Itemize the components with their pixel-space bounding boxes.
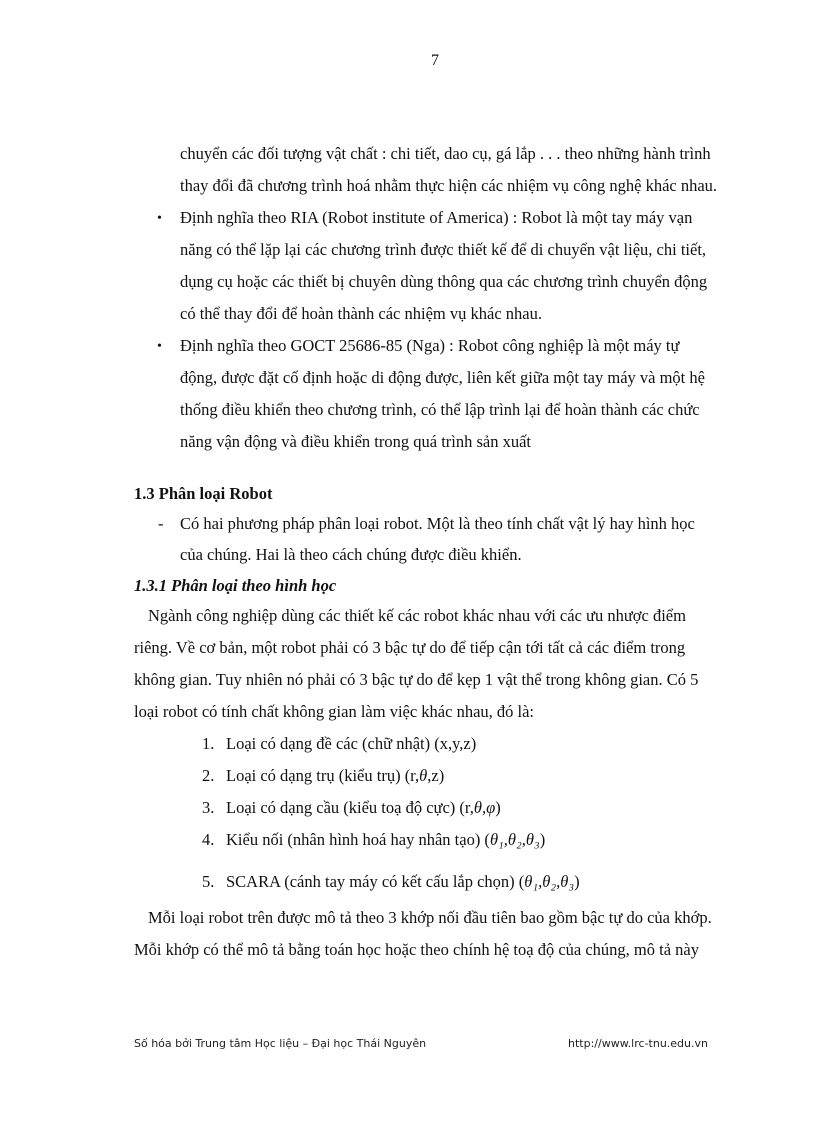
- text-line: Ngành công nghiệp dùng các thiết kế các robot khác nhau với các ưu nhược điểm: [148, 606, 686, 625]
- bullet-marker: •: [157, 211, 162, 226]
- section-heading: 1.3 Phân loại Robot: [134, 484, 273, 503]
- text-line: Định nghĩa theo GOCT 25686-85 (Nga) : Robot công nghiệp là một máy tự: [180, 336, 680, 355]
- list-item-text: Loại có dạng cầu (kiểu toạ độ cực) (r,: [226, 798, 474, 817]
- math-expression: θ₁,θ₂,θ₃: [524, 872, 575, 891]
- list-item-tail: ): [539, 830, 546, 849]
- dash-marker: -: [158, 514, 164, 533]
- text-line: không gian. Tuy nhiên nó phải có 3 bậc tự do để kẹp 1 vật thể trong không gian. Có 5: [134, 670, 699, 689]
- math-expression: θ₁,θ₂,θ₃: [489, 830, 540, 849]
- list-item-text: Loại có dạng trụ (kiểu trụ) (r,: [226, 766, 420, 785]
- text-line: dụng cụ hoặc các thiết bị chuyên dùng thông qua các chương trình chuyển động: [180, 272, 708, 291]
- footer-left: Số hóa bởi Trung tâm Học liệu – Đại học Thái Nguyên: [134, 1037, 427, 1050]
- text-line: năng có thể lặp lại các chương trình được thiết kế để di chuyển vật liệu, chi tiết,: [180, 240, 707, 259]
- text-line: động, được đặt cố định hoặc di động được, liên kết giữa một tay máy và một hệ: [180, 368, 705, 387]
- list-item: [226, 872, 580, 892]
- list-item-text: Kiểu nối (nhân hình hoá hay nhân tạo) (: [226, 830, 490, 849]
- list-item-tail: ): [574, 872, 580, 891]
- math-expression: θ: [419, 766, 428, 785]
- text-line: loại robot có tính chất không gian làm việc khác nhau, đó là:: [134, 702, 535, 721]
- list-item-tail: ,z): [427, 766, 445, 785]
- text-line: Mỗi khớp có thể mô tả bằng toán học hoặc theo chính hệ toạ độ của chúng, mô tả này: [134, 940, 699, 959]
- text-line: của chúng. Hai là theo cách chúng được điều khiển.: [180, 545, 522, 564]
- footer-url: http://www.lrc-tnu.edu.vn: [568, 1037, 708, 1050]
- text-line: chuyển các đối tượng vật chất : chi tiết, dao cụ, gá lắp . . . theo những hành trình: [180, 144, 711, 163]
- page-number: 7: [431, 52, 439, 69]
- text-line: năng vận động và điều khiển trong quá trình sản xuất: [180, 432, 532, 451]
- list-item: [226, 798, 501, 818]
- list-number: 5.: [202, 872, 215, 891]
- list-number: 1.: [202, 734, 215, 753]
- list-item: [226, 830, 545, 850]
- text-line: Có hai phương pháp phân loại robot. Một là theo tính chất vật lý hay hình học: [180, 514, 695, 533]
- text-line: thống điều khiển theo chương trình, có thể lập trình lại để hoàn thành các chức: [180, 400, 700, 419]
- list-item-text: SCARA (cánh tay máy có kết cấu lắp chọn) (: [226, 872, 525, 891]
- list-item-tail: ): [495, 798, 501, 817]
- bullet-marker: •: [157, 339, 162, 354]
- math-expression: θ,φ: [473, 798, 496, 817]
- list-number: 2.: [202, 766, 215, 785]
- text-line: có thể thay đổi để hoàn thành các nhiệm vụ khác nhau.: [180, 304, 542, 323]
- list-number: 3.: [202, 798, 215, 817]
- list-item: [226, 766, 444, 786]
- text-line: Định nghĩa theo RIA (Robot institute of America) : Robot là một tay máy vạn: [180, 208, 693, 227]
- list-item: Loại có dạng đề các (chữ nhật) (x,y,z): [226, 734, 477, 753]
- subsection-heading: 1.3.1 Phân loại theo hình học: [134, 576, 337, 595]
- text-line: thay đổi đã chương trình hoá nhằm thực hiện các nhiệm vụ công nghệ khác nhau.: [180, 176, 718, 195]
- text-line: Mỗi loại robot trên được mô tả theo 3 khớp nối đầu tiên bao gồm bậc tự do của khớp.: [148, 908, 712, 927]
- list-number: 4.: [202, 830, 215, 849]
- text-line: riêng. Về cơ bản, một robot phải có 3 bậc tự do để tiếp cận tới tất cả các điểm trong: [134, 638, 686, 657]
